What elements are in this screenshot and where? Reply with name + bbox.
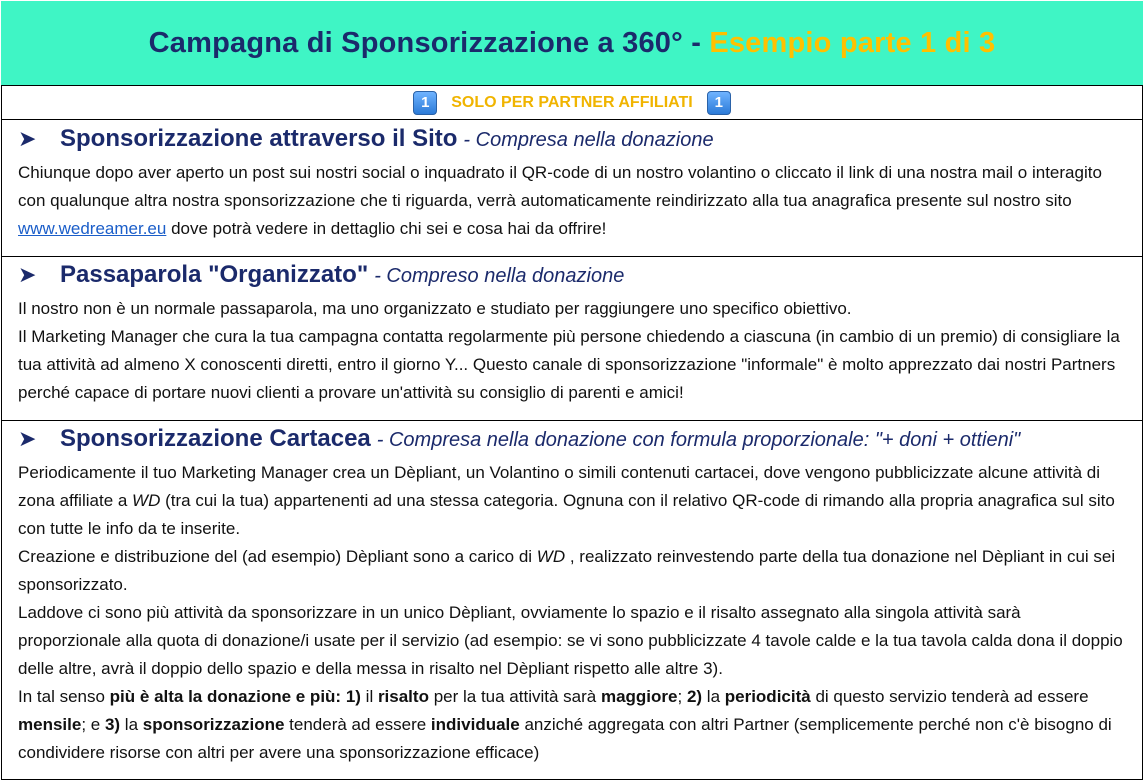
section-title: Sponsorizzazione Cartacea [60, 425, 371, 452]
paragraph-distribution [18, 543, 1128, 599]
section-paper-sponsorship [1, 421, 1143, 779]
title-main: Campagna di Sponsorizzazione a 360° [148, 26, 683, 59]
bold-text: sponsorizzazione [142, 715, 285, 734]
wd-abbrev: WD [132, 491, 161, 510]
wd-abbrev: WD [536, 547, 566, 566]
body-text: anziché aggregata con altri Partner (semplicemente perché non c'è bisogno di condividere risorse con altri per avere una sponsorizzazione efficace) [18, 715, 1112, 762]
bold-text: mensile [18, 715, 82, 734]
partner-band-label: SOLO PER PARTNER AFFILIATI [451, 93, 693, 111]
section-subtitle: - Compresa nella donazione [463, 129, 714, 151]
section-body-line: Il Marketing Manager che cura la tua campagna contatta regolarmente più persone chiedendo a ciascuna (in cambio di un premio) di consigliare la tua attività ad almeno X conoscenti diretti, entro il giorno Y... Questo canale di sponsorizzazione "informale" è molto apprezzato dai nostri Partners perché capace di portare nuovi clienti a provare un'attività su consiglio di parenti e amici! [18, 327, 1120, 402]
section-body-line: Il nostro non è un normale passaparola, ma uno organizzato e studiato per raggiungere uno specifico obiettivo. [18, 299, 852, 318]
paragraph-summary [18, 683, 1128, 767]
bold-text: più è alta la donazione e più: 1) [109, 687, 361, 706]
section-word-of-mouth [1, 257, 1143, 421]
arrow-bullet-icon: ➤ [18, 262, 37, 287]
body-text: (tra cui la tua) appartenenti ad una stessa categoria. Ognuna con il relativo QR-code di rimando alla propria anagrafica sul sito con tutte le info da te inserite. [18, 491, 1115, 538]
arrow-bullet-icon: ➤ [18, 126, 37, 151]
body-text: la [120, 715, 143, 734]
bold-text: 2) [686, 687, 703, 706]
body-text: il [360, 687, 378, 706]
section-title: Passaparola "Organizzato" [60, 261, 369, 288]
bold-text: maggiore [600, 687, 678, 706]
body-text: In tal senso [18, 687, 110, 706]
partner-band [1, 86, 1143, 120]
page-title [149, 27, 996, 60]
section-heading [18, 125, 1143, 159]
website-link[interactable]: www.wedreamer.eu [18, 219, 167, 238]
body-text: per la tua attività sarà [428, 687, 601, 706]
bold-text: individuale [430, 715, 520, 734]
body-text: dove potrà vedere in dettaglio chi sei e cosa hai da offrire! [166, 219, 607, 238]
section-title: Sponsorizzazione attraverso il Sito [60, 125, 458, 152]
body-text: Creazione e distribuzione del (ad esempio) Dèpliant sono a carico di [18, 547, 537, 566]
section-body [18, 159, 1128, 243]
arrow-bullet-icon: ➤ [18, 426, 37, 451]
page-header [1, 1, 1143, 86]
bold-text: risalto [377, 687, 429, 706]
section-site-sponsorship [1, 121, 1143, 257]
body-text: di questo servizio tenderà ad essere [810, 687, 1089, 706]
bold-text: 3) [104, 715, 121, 734]
body-text: Chiunque dopo aver aperto un post sui nostri social o inquadrato il QR-code di un nostro volantino o cliccato il link di una nostra mail o interagito con qualunque altra nostra sponsorizzazione che ti riguarda, verrà automaticamente reindirizzato alla tua anagrafica presente sul nostro sito [18, 163, 1102, 210]
body-text: tenderà ad essere [284, 715, 431, 734]
keycap-one-icon: 1 [707, 91, 731, 115]
body-text: ; e [81, 715, 105, 734]
section-subtitle: - Compresa nella donazione con formula proporzionale: "+ doni + ottieni" [376, 429, 1021, 451]
body-text: ; [677, 687, 687, 706]
body-text: la [702, 687, 725, 706]
paragraph-proportional: Laddove ci sono più attività da sponsorizzare in un unico Dèpliant, ovviamente lo spazio e il risalto assegnato alla singola attività sarà proporzionale alla quota di donazione/i usate per il servizio (ad esempio: se vi sono pubblicizzate 4 tavole calde e la tua tavola calda dona il doppio delle altre, avrà il doppio dello spazio e della messa in risalto nel Dèpliant rispetto alle altre 3). [18, 603, 1123, 678]
section-subtitle: - Compreso nella donazione [374, 265, 625, 287]
title-dash: - [691, 26, 702, 59]
paragraph-depliant [18, 459, 1128, 543]
section-heading [18, 261, 1143, 295]
bold-text: periodicità [724, 687, 811, 706]
section-heading [18, 425, 1143, 459]
title-accent: Esempio parte 1 di 3 [709, 26, 996, 59]
body-text: Periodicamente il tuo Marketing Manager crea un Dèpliant, un Volantino o simili contenuti cartacei, dove vengono pubblicizzate alcune attività di zona affiliate a [18, 463, 1101, 510]
keycap-one-icon: 1 [413, 91, 437, 115]
body-text: , realizzato reinvestendo parte della tua donazione nel Dèpliant in cui sei sponsorizzato. [18, 547, 1116, 594]
